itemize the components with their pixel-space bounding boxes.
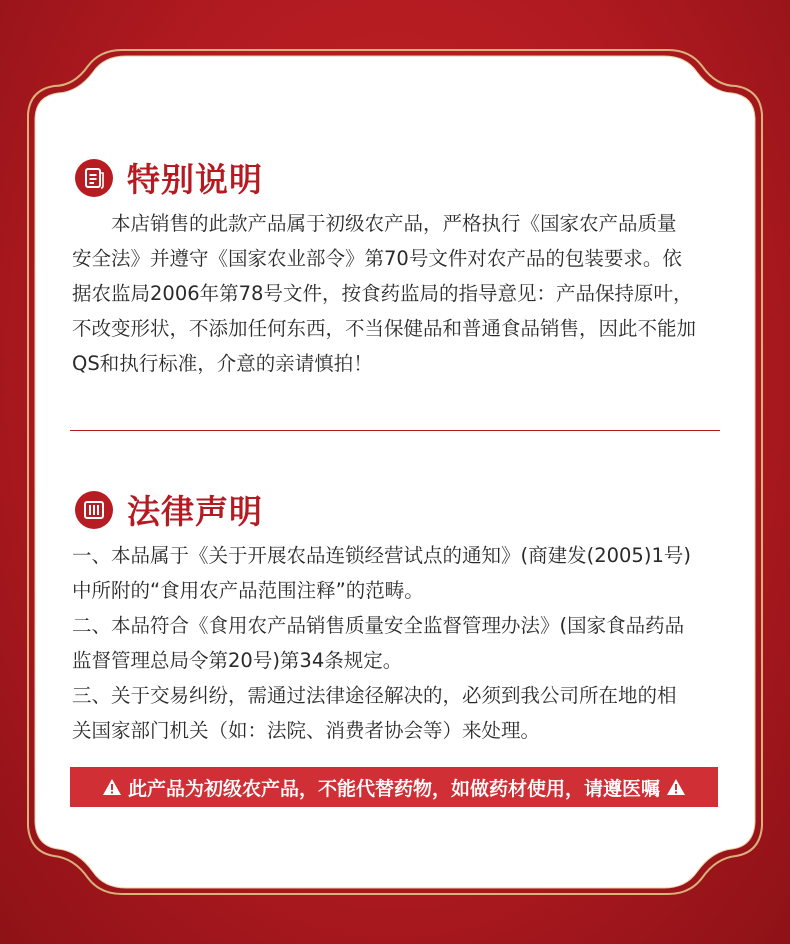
special-note-line: 据农监局2006年第78号文件，按食药监局的指导意见：产品保持原叶，	[72, 282, 693, 305]
document-icon	[75, 159, 113, 197]
special-note-line: 不改变形状，不添加任何东西，不当保健品和普通食品销售，因此不能加	[72, 317, 697, 340]
legal-statement-header	[75, 486, 263, 533]
special-note-title: 特别说明	[127, 160, 263, 199]
legal-statement-title: 法律声明	[127, 492, 263, 531]
warning-banner	[70, 767, 718, 807]
legal-statement-line: 监督管理总局令第20号)第34条规定。	[72, 649, 403, 672]
legal-statement-body	[72, 538, 724, 748]
warning-icon	[666, 778, 686, 796]
legal-statement-line: 三、关于交易纠纷，需通过法律途径解决的，必须到我公司所在地的相	[72, 684, 677, 707]
legal-statement-line: 关国家部门机关（如：法院、消费者协会等）来处理。	[72, 719, 541, 742]
book-icon	[75, 491, 113, 529]
legal-statement-line: 一、本品属于《关于开展农品连锁经营试点的通知》(商建发(2005)1号)	[72, 544, 691, 567]
special-note-line: QS和执行标准，介意的亲请慎拍！	[72, 352, 373, 375]
special-note-body	[72, 206, 724, 381]
legal-statement-line: 二、本品符合《食用农产品销售质量安全监督管理办法》(国家食品药品	[72, 614, 685, 637]
section-divider	[70, 430, 720, 431]
legal-statement-line: 中所附的“食用农产品范围注释”的范畴。	[72, 579, 424, 602]
special-note-line: 安全法》并遵守《国家农业部令》第70号文件对农产品的包装要求。依	[72, 247, 682, 270]
warning-text: 此产品为初级农产品，不能代替药物，如做药材使用，请遵医嘱	[127, 777, 660, 800]
warning-icon	[102, 778, 122, 796]
special-note-header	[75, 154, 263, 201]
special-note-line: 本店销售的此款产品属于初级农产品，严格执行《国家农产品质量	[111, 212, 677, 235]
